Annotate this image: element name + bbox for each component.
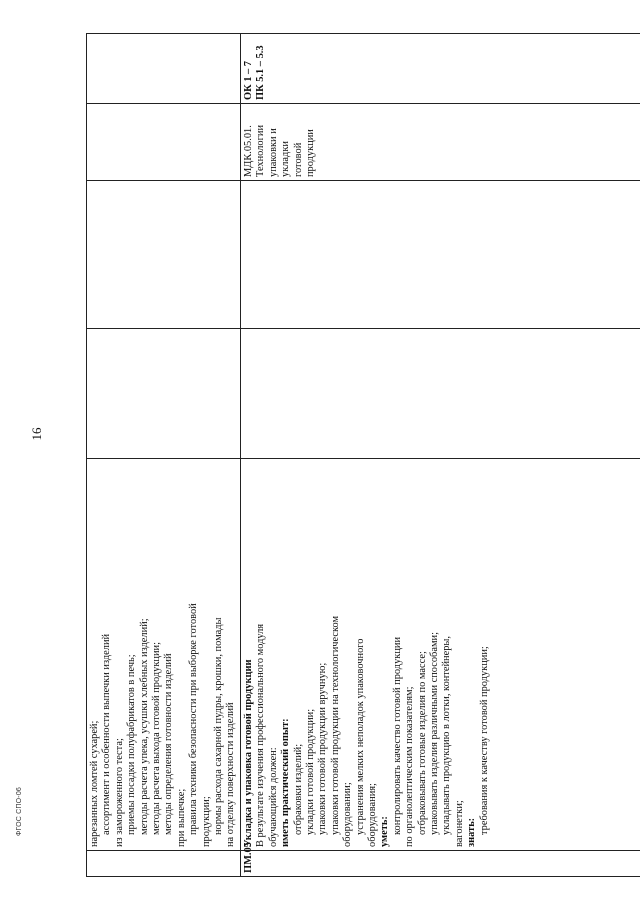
total-hours-cell-pm05 (240, 329, 640, 459)
content-line: Укладка и упаковка готовой продукции (242, 659, 254, 847)
content-line: знать: (466, 817, 478, 847)
content-line: ассортимент и особенности выпечки изделий (101, 633, 113, 835)
content-line: продукции; (200, 796, 212, 847)
curriculum-table-rotated (86, 34, 594, 877)
content-line: уметь: (379, 816, 391, 847)
content-line: при выпечке; (175, 788, 187, 847)
mdk-cell-empty (87, 104, 241, 181)
content-line: устранения мелких неполадок упаковочного (354, 638, 366, 835)
competency-cell-empty (87, 34, 241, 104)
content-line: упаковывать изделия различными способами; (428, 632, 440, 835)
mdk-cell: МДК.05.01. Технологии упаковки и укладки готовой продукции (240, 104, 640, 181)
content-line: оборудовании; (342, 782, 354, 847)
curriculum-table (86, 33, 640, 877)
content-line: методы расчета выхода готовой продукции; (151, 642, 163, 835)
competency-cell (240, 34, 640, 104)
content-line: контролировать качество готовой продукции (391, 637, 403, 835)
content-line: нормы расхода сахарной пудры, крошки, помады (213, 617, 225, 835)
content-line: по органолептическим показателям; (404, 686, 416, 847)
content-line: отбраковывать готовые изделия по массе; (416, 651, 428, 835)
competency-pk: ПК 5.1 – 5.3 (255, 45, 267, 100)
content-line: упаковки готовой продукции на технологическом (329, 615, 341, 835)
content-line: требования к качеству готовой продукции; (478, 646, 490, 835)
content-line: обучающийся должен: (267, 747, 279, 847)
content-line: вагонетки; (453, 800, 465, 847)
content-line: нарезанных ломтей сухарей; (89, 720, 100, 847)
module-code: ПМ.05 (240, 851, 640, 877)
content-line: В результате изучения профессионального модуля (255, 623, 267, 847)
footer-standard-code: ФГОС СПО-06 (16, 786, 23, 836)
content-cell-continuation (87, 459, 241, 851)
content-line: оборудования; (366, 783, 378, 847)
content-cell-pm05 (240, 459, 640, 851)
content-line: укладывать продукцию в лотки, контейнеры, (441, 636, 453, 835)
content-line: приемы посадки полуфабрикатов в печь; (126, 654, 138, 835)
content-line: методы расчета упека, усушки хлебных изделий; (138, 618, 150, 835)
total-hours-cell (87, 329, 241, 459)
content-line: отбраковки изделий; (292, 743, 304, 835)
table-row-continuation (87, 34, 241, 877)
content-line: методы определения готовности изделий (163, 653, 175, 835)
content-line: укладки готовой продукции; (304, 708, 316, 835)
content-line: на отделку поверхности изделий (225, 702, 237, 847)
competency-ok: ОК 1 – 7 (242, 61, 254, 100)
study-hours-cell-pm05 (240, 181, 640, 329)
content-line: из замороженного теста; (113, 738, 125, 847)
content-line: упаковки готовой продукции вручную; (317, 662, 329, 835)
table-row-pm05 (240, 34, 640, 877)
page-number: 16 (29, 427, 44, 441)
study-hours-cell (87, 181, 241, 329)
index-cell-empty (87, 851, 241, 877)
content-line: правила техники безопасности при выборке готовой (188, 603, 200, 835)
content-line: иметь практический опыт: (280, 718, 292, 847)
